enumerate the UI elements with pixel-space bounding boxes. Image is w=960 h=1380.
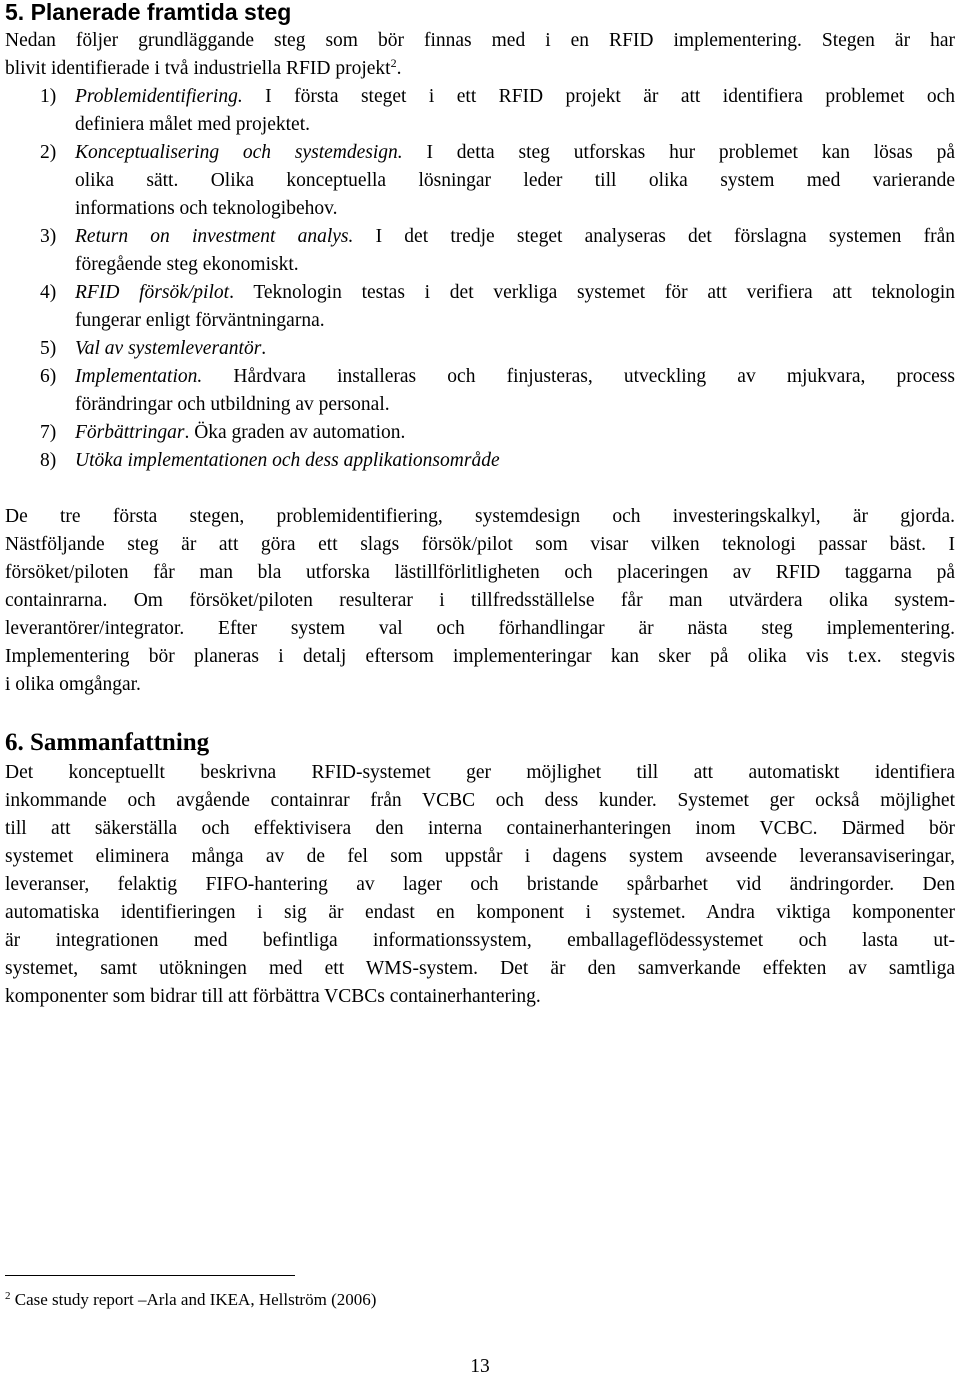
step-8	[40, 447, 500, 475]
step-number: 3)	[40, 226, 57, 247]
step-text: I detta steg utforskas hur problemet kan lösas på	[402, 142, 955, 163]
footnote	[5, 1289, 376, 1311]
section-6-heading: 6. Sammanfattning	[5, 729, 210, 756]
paragraph-5-line: försöket/piloten får man bla utforska lästillförlitligheten och placeringen av RFID taggarna på	[5, 562, 955, 583]
step-number: 4)	[40, 282, 57, 303]
section-5-heading: 5. Planerade framtida steg	[5, 0, 292, 25]
step-3	[40, 223, 955, 251]
paragraph-6-line: till att säkerställa och effektivisera den interna containerhanteringen inom VCBC. Därmed bör	[5, 818, 955, 839]
page-number: 13	[470, 1356, 490, 1377]
footnote-number: 2	[5, 1290, 11, 1302]
paragraph-6-line: systemet eliminera många av de fel som uppstår i dagens system avseende leveransaviseringar,	[5, 846, 955, 867]
step-6	[40, 363, 955, 391]
step-1	[40, 83, 955, 111]
step-6-cont: förändringar och utbildning av personal.	[75, 394, 390, 415]
paragraph-5-line: De tre första stegen, problemidentifiering, systemdesign och investeringskalkyl, är gjorda.	[5, 506, 955, 527]
intro-end: .	[396, 58, 402, 79]
intro-text: blivit identifierade i två industriella RFID projekt	[5, 58, 391, 79]
step-text: I det tredje steget analyseras det förslagna systemen från	[353, 226, 955, 247]
paragraph-6-line: leveranser, felaktig FIFO-hantering av lager och bristande spårbarhet vid ändringorder. Den	[5, 874, 955, 895]
intro-line-1: Nedan följer grundläggande steg som bör finnas med i en RFID implementering. Stegen är har	[5, 30, 955, 51]
step-title: Val av systemleverantör	[75, 338, 262, 359]
step-text: Hårdvara installeras och finjusteras, utveckling av mjukvara, process	[202, 366, 955, 387]
step-text: . Teknologin testas i det verkliga systemet för att verifiera att teknologin	[229, 282, 955, 303]
step-text: . Öka graden av automation.	[184, 422, 406, 443]
step-3-cont: föregående steg ekonomiskt.	[75, 254, 299, 275]
step-number: 6)	[40, 366, 57, 387]
paragraph-5-line: leverantörer/integrator. Efter system val och förhandlingar är nästa steg implementering.	[5, 618, 955, 639]
step-5	[40, 335, 266, 363]
footnote-ref[interactable]: 2	[390, 56, 397, 70]
step-text: I första steget i ett RFID projekt är att identifiera problemet och	[242, 86, 955, 107]
paragraph-5-line: containrarna. Om försöket/piloten resulterar i tillfredsställelse får man utvärdera olika system-	[5, 590, 955, 611]
step-title: Implementation.	[75, 366, 203, 387]
footnote-text: Case study report –Arla and IKEA, Hellström (2006)	[10, 1290, 377, 1309]
footnote-divider	[5, 1275, 295, 1276]
step-title: Förbättringar	[75, 422, 185, 443]
step-title: Konceptualisering och systemdesign.	[75, 142, 403, 163]
paragraph-6-line: Det konceptuellt beskrivna RFID-systemet ger möjlighet till att automatiskt identifiera	[5, 762, 955, 783]
step-2-cont-2: informations och teknologibehov.	[75, 198, 338, 219]
step-text: .	[261, 338, 267, 359]
paragraph-6-line: systemet, samt utökningen med ett WMS-system. Det är den samverkande effekten av samtliga	[5, 958, 955, 979]
paragraph-6-line: är integrationen med befintliga informationssystem, emballageflödessystemet och lasta ut-	[5, 930, 955, 951]
paragraph-5-line: Nästföljande steg är att göra ett slags försök/pilot som visar vilken teknologi passar bäst. I	[5, 534, 955, 555]
step-7	[40, 419, 405, 447]
paragraph-6-line: automatiska identifieringen i sig är endast en komponent i systemet. Andra viktiga komponenter	[5, 902, 955, 923]
step-number: 1)	[40, 86, 57, 107]
paragraph-5-line: Implementering bör planeras i detalj eftersom implementeringar kan sker på olika vis t.ex. stegvis	[5, 646, 955, 667]
step-4	[40, 279, 955, 307]
step-title: RFID försök/pilot	[75, 282, 230, 303]
step-title: Return on investment analys.	[75, 226, 354, 247]
step-number: 2)	[40, 142, 57, 163]
step-2-cont: olika sätt. Olika konceptuella lösningar leder till olika system med varierande	[75, 170, 955, 191]
step-number: 7)	[40, 422, 57, 443]
step-title: Utöka implementationen och dess applikationsområde	[75, 450, 500, 471]
step-1-cont: definiera målet med projektet.	[75, 114, 310, 135]
step-4-cont: fungerar enligt förväntningarna.	[75, 310, 325, 331]
step-2	[40, 139, 955, 167]
step-number: 8)	[40, 450, 57, 471]
intro-line-2	[5, 55, 401, 83]
paragraph-6-line: inkommande och avgående containrar från VCBC och dess kunder. Systemet ger också möjlighet	[5, 790, 955, 811]
step-title: Problemidentifiering.	[75, 86, 243, 107]
paragraph-6-line: komponenter som bidrar till att förbättra VCBCs containerhantering.	[5, 986, 541, 1007]
step-number: 5)	[40, 338, 57, 359]
paragraph-5-line: i olika omgångar.	[5, 674, 141, 695]
